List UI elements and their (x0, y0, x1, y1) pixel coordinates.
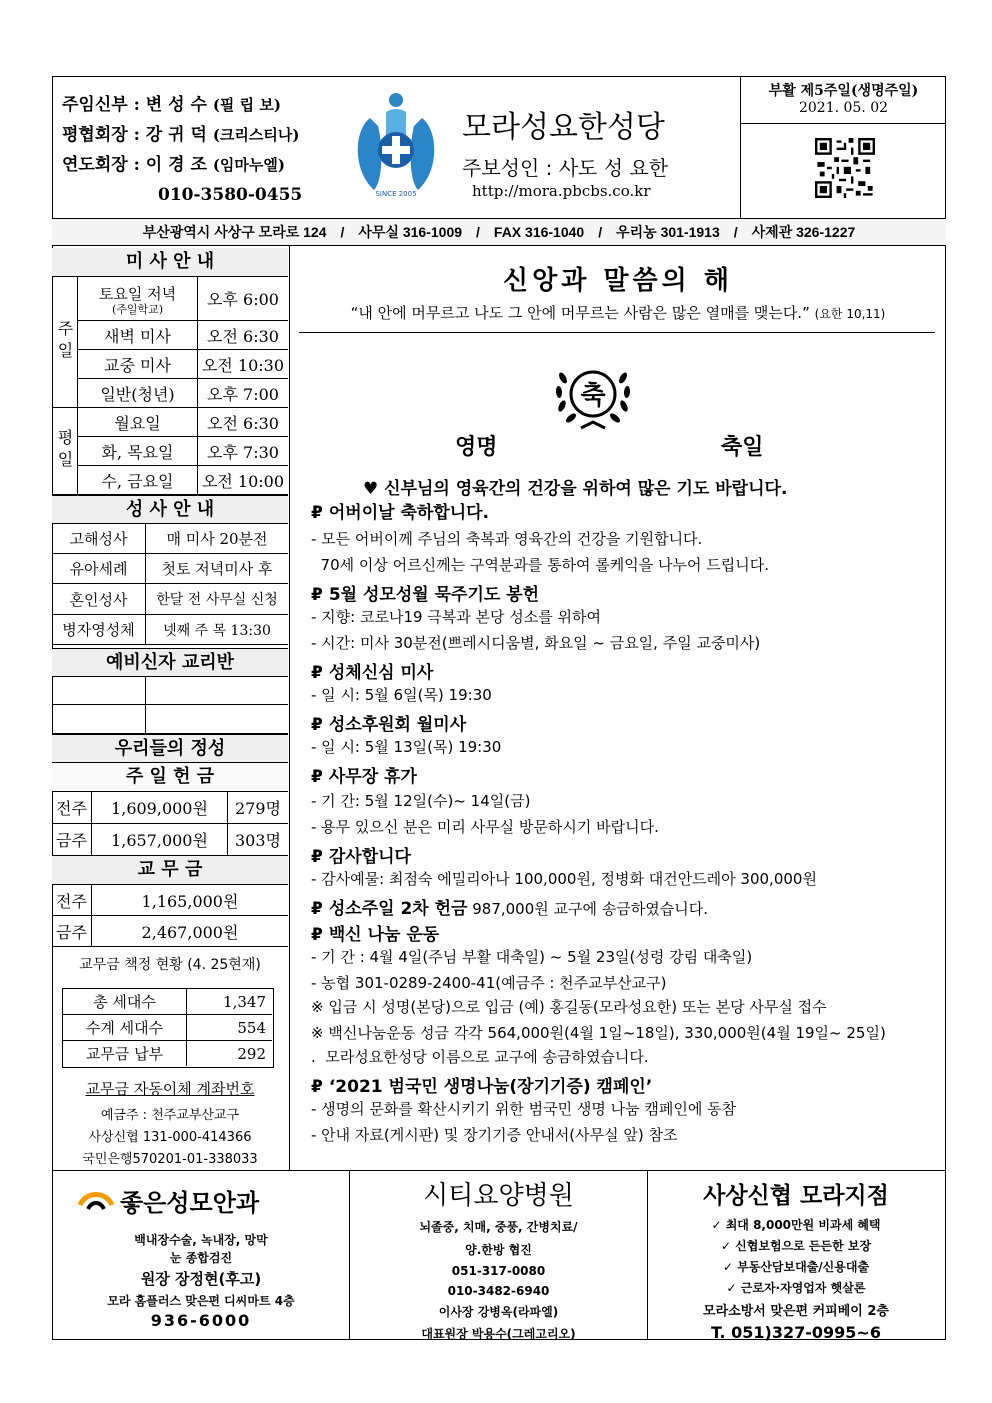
notice-text: - 감사예물: 최점숙 에밀리아나 100,000원, 정병화 대건안드레아 300,000원 (311, 870, 817, 888)
church-logo-icon (348, 90, 444, 200)
sacrament-name: 병자영성체 (52, 615, 146, 645)
credit-union-benefit-2: ✓ 신협보험으로 든든한 보장 (720, 1239, 872, 1253)
mass-name: 화, 목요일 (78, 437, 198, 466)
sunday-offering-title: 주 일 헌 금 (52, 763, 288, 792)
notice-heading-text: 사무장 휴가 (328, 767, 417, 787)
mass-name: 교중 미사 (78, 350, 198, 379)
hospital-treatment: 양.한방 협진 (465, 1243, 532, 1257)
empty-cell (146, 677, 288, 705)
mass-time: 오후 6:00 (198, 277, 288, 321)
credit-union-location: 모라소방서 맞은편 커피베이 2층 (703, 1304, 889, 1319)
notice-text: - 기 간 : 4월 4일(주님 부활 대축일) ~ 5월 23일(성령 강림 대축일) (311, 948, 753, 966)
notice-heading-text: 성소후원회 월미사 (328, 715, 467, 735)
notice-heading (311, 710, 466, 735)
status-label: 교무금 납부 (63, 1041, 187, 1066)
notice-text: - 모든 어버이께 주님의 축복과 영육간의 건강을 기원합니다. (311, 530, 703, 548)
notice-text: . 모라성요한성당 이름으로 교구에 송금하였습니다. (311, 1048, 649, 1066)
notice-bullet-icon: ₽ (311, 1077, 323, 1097)
notice-heading (311, 894, 708, 919)
status-value: 1,347 (187, 989, 272, 1015)
staff-list (62, 90, 302, 210)
feast-word-right: 축일 (721, 435, 764, 460)
mass-name: 일반(청년) (78, 379, 198, 408)
offering-count: 279명 (228, 792, 288, 824)
notice-bullet-icon: ₽ (311, 767, 323, 787)
notice-text: - 생명의 문화를 확산시키기 위한 범국민 생명 나눔 캠페인에 동참 (311, 1100, 737, 1118)
phone-number: 010-3580-0455 (158, 185, 303, 205)
date-box (740, 76, 946, 124)
mass-time: 오전 6:30 (198, 408, 288, 437)
eye-clinic-logo (78, 1183, 259, 1218)
logo-caption: SINCE 2005 (375, 190, 417, 198)
fax-number: FAX 316-1040 (493, 224, 585, 240)
sunday-label: 주일 (52, 277, 78, 408)
notice-text: - 일 시: 5월 13일(목) 19:30 (311, 738, 502, 756)
hospital-director: 대표원장 박용수(그레고리오) (421, 1327, 576, 1341)
mass-name: 토요일 저녁 (주일학교) (78, 277, 198, 321)
dues-week: 금주 (52, 916, 92, 947)
mass-time: 오전 10:30 (198, 350, 288, 379)
dues-status-title: 교무금 책정 현황 (4. 25현재) (79, 957, 261, 973)
congratulations-wreath-icon (551, 358, 635, 434)
mass-name: 수, 금요일 (78, 466, 198, 495)
notice-text: - 기 간: 5월 12일(수)~ 14일(금) (311, 792, 531, 810)
status-value: 554 (187, 1015, 272, 1041)
credit-union-benefit-4: ✓ 근로자·자영업자 햇살론 (726, 1281, 866, 1295)
notice-text: ※ 백신나눔운동 성금 각각 564,000원(4월 1일~18일), 330,000원(4월 19일~ 25일) (311, 1024, 886, 1042)
sacrament-name: 유아세례 (52, 554, 146, 584)
notice-heading (311, 580, 539, 605)
wurinong-phone: 우리농 301-1913 (616, 224, 720, 240)
dues-week: 전주 (52, 885, 92, 916)
notice-bullet-icon: ₽ (311, 503, 323, 523)
offering-count: 303명 (228, 824, 288, 856)
eye-clinic-checkup: 눈 종합검진 (169, 1251, 233, 1265)
bulletin-date: 2021. 05. 02 (798, 100, 889, 116)
account-holder: 예금주 : 천주교부산교구 (100, 1108, 240, 1123)
notice-heading (311, 658, 433, 683)
notice-heading (311, 920, 439, 945)
notice-text: - 시간: 미사 30분전(쁘레시디움별, 화요일 ~ 금요일, 주일 교중미사) (311, 634, 761, 652)
status-label: 총 세대수 (63, 989, 187, 1015)
notice-bullet-icon: ₽ (311, 899, 323, 919)
office-phone: 사무실 316-1009 (358, 224, 463, 240)
hospital-ad (350, 1171, 648, 1339)
notice-text: - 안내 자료(게시판) 및 장기기증 안내서(사무실 앞) 참조 (311, 1126, 678, 1144)
dues-title: 교 무 금 (52, 856, 288, 885)
council-alias: (크리스티나) (212, 126, 300, 144)
eye-logo-icon (78, 1187, 114, 1215)
dues-amount: 1,165,000원 (92, 885, 288, 916)
notice-heading-text: 어버이날 축하합니다. (328, 503, 490, 523)
eye-clinic-phone: 936-6000 (150, 1311, 252, 1330)
sacrament-title: 성 사 안 내 (52, 495, 288, 524)
sponsor-ads (52, 1170, 946, 1340)
notice-heading-text: ‘2021 범국민 생명나눔(장기기증) 캠페인’ (328, 1077, 653, 1097)
offering-week: 금주 (52, 824, 92, 856)
church-name: 모라성요한성당 (462, 110, 665, 145)
empty-cell (146, 705, 288, 734)
info-sidebar (52, 246, 290, 1170)
announcements (291, 246, 945, 1170)
mass-time: 오후 7:30 (198, 437, 288, 466)
eye-clinic-location: 모라 홈플러스 맞은편 디씨마트 4층 (107, 1294, 295, 1308)
sacrament-info: 매 미사 20분전 (146, 524, 288, 554)
notice-bullet-icon: ₽ (311, 847, 323, 867)
notice-text: - 농협 301-0289-2400-41(예금주 : 천주교부산교구) (311, 974, 667, 992)
notice-heading (311, 842, 411, 867)
scripture-verse: “내 안에 머무르고 나도 그 안에 머무르는 사람은 많은 열매를 맺는다.” (요한 10,11) (350, 304, 886, 322)
credit-union-benefit-3: ✓ 부동산담보대출/신용대출 (722, 1260, 870, 1274)
sacrament-info: 한달 전 사무실 신청 (146, 584, 288, 615)
bank-account-1: 사상신협 131-000-414366 (88, 1130, 252, 1145)
status-value: 292 (237, 1044, 266, 1063)
notice-heading-text: 감사합니다 (328, 847, 411, 867)
bulletin-header (52, 76, 946, 218)
divider (299, 332, 935, 333)
credit-union-benefit-1: ✓ 최대 8,000만원 비과세 혜택 (711, 1218, 881, 1232)
credit-union-phone: T. 051)327-0995~6 (711, 1323, 881, 1342)
notice-bullet-icon: ₽ (311, 663, 323, 683)
council-president: 평협회장 : 강 귀 덕 (62, 125, 207, 145)
offering-amount: 1,609,000원 (92, 792, 228, 824)
offering-week: 전주 (52, 792, 92, 824)
qr-code-icon[interactable] (815, 138, 875, 198)
notice-bullet-icon: ₽ (311, 925, 323, 945)
notice-bullet-icon: ₽ (311, 585, 323, 605)
notice-text: ※ 입금 시 성명(본당)으로 입금 (예) 홍길동(모라성요한) 또는 본당 사무실 접수 (311, 998, 827, 1016)
qr-area (740, 124, 946, 218)
hospital-name: 시티요양병원 (423, 1181, 574, 1211)
address: 부산광역시 사상구 모라로 124 (142, 224, 327, 240)
hospital-services: 뇌졸중, 치매, 중풍, 간병치료/ (419, 1220, 578, 1234)
credit-union-name: 사상신협 모라지점 (703, 1183, 889, 1209)
eye-clinic-ad (52, 1171, 350, 1339)
mass-schedule-title: 미 사 안 내 (52, 248, 288, 277)
notice-heading (311, 762, 417, 787)
notice-heading-text: 백신 나눔 운동 (328, 925, 440, 945)
pastor: 주임신부 : 변 성 수 (62, 95, 207, 115)
dues-amount: 2,467,000원 (92, 916, 288, 947)
notice-heading (311, 1072, 652, 1097)
eye-clinic-services: 백내장수술, 녹내장, 망막 (134, 1233, 268, 1247)
website-url[interactable]: http://mora.pbcbs.co.kr (472, 182, 651, 200)
notice-text: - 용무 있으신 분은 미리 사무실 방문하시기 바랍니다. (311, 818, 659, 836)
sacrament-info: 첫토 저녁미사 후 (146, 554, 288, 584)
catechumen-title: 예비신자 교리반 (52, 648, 288, 677)
empty-cell (52, 705, 146, 734)
patron-saint: 주보성인 : 사도 성 요한 (462, 156, 669, 180)
rectory-phone: 사제관 326-1227 (751, 224, 856, 240)
funeral-president: 연도회장 : 이 경 조 (62, 155, 207, 175)
notice-heading-text: 성소주일 2차 헌금 (328, 899, 468, 919)
notice-heading-text: 5월 성모성월 묵주기도 봉헌 (328, 585, 540, 605)
notice-text: 70세 이상 어르신께는 구역분과를 통하여 롤케익을 나누어 드립니다. (311, 556, 770, 574)
credit-union-ad (648, 1171, 944, 1342)
notice-heading-detail: 987,000원 교구에 송금하였습니다. (467, 900, 708, 918)
notice-text: - 일 시: 5월 6일(목) 19:30 (311, 686, 492, 704)
hospital-chairman: 이사장 강병옥(라파엘) (438, 1305, 559, 1319)
bank-account-2: 국민은행570201-01-338033 (82, 1152, 258, 1167)
offering-amount: 1,657,000원 (92, 824, 228, 856)
hospital-mobile: 010-3482-6940 (447, 1284, 550, 1298)
weekday-label: 평일 (52, 408, 78, 495)
sacrament-name: 혼인성사 (52, 584, 146, 615)
eye-clinic-director: 원장 장정현(후고) (140, 1270, 262, 1288)
auto-transfer-title: 교무금 자동이체 계좌번호 (85, 1080, 255, 1098)
year-theme-title: 신앙과 말씀의 해 (503, 266, 733, 296)
mass-time: 오후 7:00 (198, 379, 288, 408)
mass-time: 오전 10:00 (198, 466, 288, 495)
offerings-title: 우리들의 정성 (52, 734, 288, 763)
feast-word-left: 영명 (455, 435, 498, 460)
mass-name: 새벽 미사 (78, 321, 198, 350)
status-label: 수계 세대수 (63, 1015, 187, 1041)
address-bar: 부산광역시 사상구 모라로 124 / 사무실 316-1009 / FAX 316-1040 / 우리농 301-1913 / 사제관 326-1227 (52, 218, 946, 246)
notice-text: - 지향: 코로나19 극복과 본당 성소를 위하여 (311, 608, 602, 626)
hospital-phone: 051-317-0080 (451, 1264, 546, 1278)
prayer-request: ♥ 신부님의 영육간의 건강을 위하여 많은 기도 바랍니다. (363, 479, 788, 499)
empty-cell (52, 677, 146, 705)
sacrament-name: 고해성사 (52, 524, 146, 554)
eye-clinic-name: 좋은성모안과 (120, 1189, 260, 1217)
sacrament-info: 넷째 주 목 13:30 (146, 615, 288, 645)
liturgical-day: 부활 제5주일(생명주일) (768, 83, 919, 99)
notice-heading-text: 성체신심 미사 (328, 663, 434, 683)
pastor-alias: (필 립 보) (212, 96, 281, 114)
notice-bullet-icon: ₽ (311, 715, 323, 735)
mass-time: 오전 6:30 (198, 321, 288, 350)
notice-heading (311, 498, 489, 523)
emblem-text: 축 (580, 381, 606, 411)
dues-status-table (62, 988, 274, 1068)
funeral-alias: (임마누엘) (212, 156, 285, 174)
mass-name: 월요일 (78, 408, 198, 437)
